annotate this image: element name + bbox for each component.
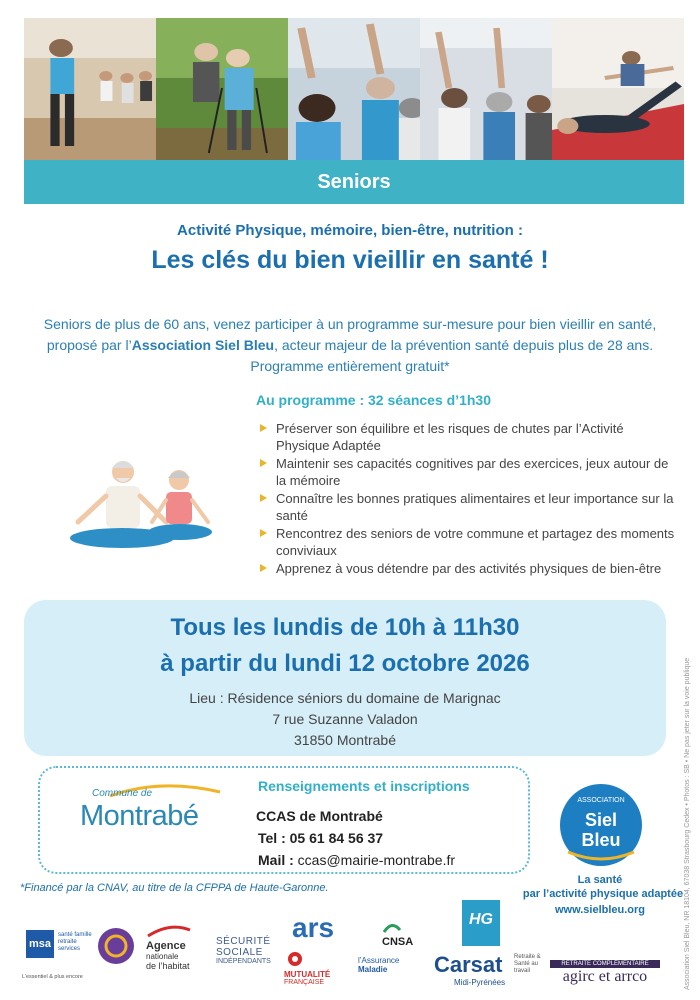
securite-sociale-logo <box>216 936 286 965</box>
schedule-days: Tous les lundis de 10h à 11h30 <box>170 614 520 641</box>
intro-text-2: , acteur majeur de la prévention santé depuis plus de 28 ans. Programme entièrement gratuit* <box>250 337 654 374</box>
partner-logos <box>22 911 662 996</box>
anah-line1: Agence <box>146 940 186 952</box>
location-city: 31850 Montrabé <box>294 732 396 748</box>
legal-note-text: Association Siel Bleu, NR 18104, 67038 Strasbourg Cedex • Photos : SB • Ne pas jeter sur la voie publique <box>684 657 691 990</box>
contact-email <box>258 852 455 868</box>
page-title: Les clés du bien vieillir en santé ! <box>151 246 549 274</box>
assurance-maladie-logo <box>358 956 420 974</box>
email-label: Mail : <box>258 852 294 868</box>
contact-box <box>38 766 530 874</box>
msa-logo-foot: L’essentiel & plus encore <box>22 974 83 980</box>
cnsa-mark-icon <box>382 920 402 934</box>
schedule-start-date: à partir du lundi 12 octobre 2026 <box>160 650 530 677</box>
montrabe-logo-small: Commune de <box>92 788 153 799</box>
list-item: Connaître les bonnes pratiques alimentaires et leur importance sur la santé <box>258 490 678 524</box>
cnsa-text: CNSA <box>382 936 414 948</box>
program-heading: Au programme : 32 séances d’1h30 <box>256 392 491 408</box>
list-item: Apprenez à vous détendre par des activités physiques de bien-être <box>258 560 678 577</box>
mutualite-logo <box>284 950 354 986</box>
seniors-banner <box>24 160 684 204</box>
legal-vertical-note <box>684 612 696 992</box>
intro-text-1: Seniors de plus de 60 ans, venez participer à un programme sur-mesure pour bien vieillir en santé, proposé par l’ <box>43 316 657 353</box>
siel-website-link[interactable]: www.sielbleu.org <box>554 904 646 916</box>
photo-arms-raised <box>288 18 420 160</box>
mutualite-flower-icon <box>284 950 306 968</box>
location-street: 7 rue Suzanne Valadon <box>272 711 418 727</box>
contact-phone <box>258 830 383 846</box>
photo-stretching <box>420 18 552 160</box>
montrabe-logo-text: Montrabé <box>80 800 199 832</box>
contact-heading: Renseignements et inscriptions <box>258 778 470 794</box>
siel-logo-name2: Bleu <box>581 830 621 850</box>
anah-line2: nationale <box>146 952 179 961</box>
secu-line1: SÉCURITÉ <box>216 936 271 947</box>
photo-nordic-walking <box>156 18 288 160</box>
anah-swoosh-icon <box>146 924 192 938</box>
siel-tagline-2: par l’activité physique adaptée <box>522 888 684 900</box>
email-address[interactable]: ccas@mairie-montrabe.fr <box>297 852 456 868</box>
page-subtitle: Activité Physique, mémoire, bien-être, nutrition : <box>177 222 523 239</box>
siel-bleu-logo <box>554 782 648 868</box>
location-name: Lieu : Résidence séniors du domaine de Marignac <box>189 690 501 706</box>
montrabe-logo <box>80 782 230 842</box>
yoga-illustration <box>62 448 220 550</box>
carsat-logo <box>434 952 544 987</box>
carsat-sub: Midi-Pyrénées <box>454 978 506 987</box>
siel-logo-name1: Siel <box>584 810 618 830</box>
ars-logo: ars <box>292 912 335 943</box>
list-item: Préserver son équilibre et les risques de chutes par l’Activité Physique Adaptée <box>258 420 678 454</box>
siel-logo-assoc: ASSOCIATION <box>577 797 625 804</box>
phone-number[interactable]: 05 61 84 56 37 <box>289 830 384 846</box>
msa-logo-sub: santé famille retraite services <box>58 932 92 952</box>
mutualite-line2: FRANÇAISE <box>284 979 325 986</box>
secu-line2: SOCIALE <box>216 947 263 958</box>
list-item: Rencontrez des seniors de votre commune et partagez des moments conviviaux <box>258 525 678 559</box>
agirc-text: agirc et arrco <box>562 968 648 985</box>
carsat-side: Retraite & Santé au travail <box>514 954 541 974</box>
phone-label: Tel : <box>258 830 286 846</box>
secu-line3: INDÉPENDANTS <box>216 958 271 965</box>
intro-paragraph <box>30 314 670 377</box>
agirc-top: RETRAITE COMPLÉMENTAIRE <box>550 960 660 968</box>
list-item: Maintenir ses capacités cognitives par des exercices, jeux autour de la mémoire <box>258 455 678 489</box>
intro-association: Association Siel Bleu <box>131 337 275 353</box>
assurance-line2: Maladie <box>358 965 388 974</box>
carsat-text: Carsat <box>434 952 503 977</box>
location-block <box>24 688 666 751</box>
funding-footnote: *Financé par la CNAV, au titre de la CFPPA de Haute-Garonne. <box>20 882 329 894</box>
schedule-box <box>24 600 666 756</box>
photo-gym-class <box>24 18 156 160</box>
anah-logo <box>146 924 212 984</box>
contact-organization: CCAS de Montrabé <box>256 808 383 824</box>
siel-tagline-1: La santé <box>577 874 623 886</box>
purple-emblem-logo <box>96 926 136 966</box>
banner-title: Seniors <box>317 170 391 193</box>
msa-logo-mark: msa <box>26 930 54 958</box>
cnsa-logo <box>382 920 442 948</box>
photo-strip <box>24 18 684 160</box>
msa-logo <box>22 930 92 990</box>
agirc-arrco-logo <box>550 960 660 986</box>
anah-line3: de l’habitat <box>146 961 190 971</box>
program-list <box>258 420 678 578</box>
haute-garonne-logo: HG <box>462 900 500 946</box>
photo-floor-exercise <box>552 18 684 160</box>
mutualite-line1: MUTUALITÉ <box>284 970 331 979</box>
assurance-line1: l’Assurance <box>358 956 400 965</box>
